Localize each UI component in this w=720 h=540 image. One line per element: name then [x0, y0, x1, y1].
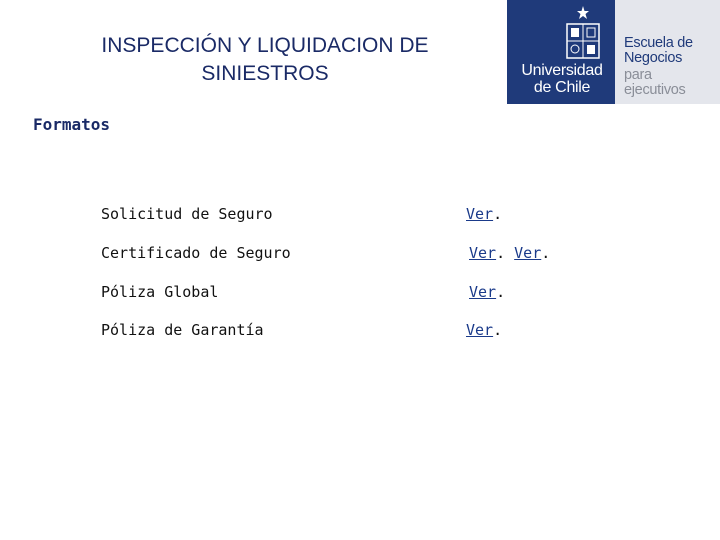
logo-school-line-1: Escuela de: [624, 35, 693, 51]
row-label-solicitud: Solicitud de Seguro: [101, 205, 273, 223]
logo-tagline-line-2: ejecutivos: [624, 82, 686, 98]
logo-tagline: [624, 68, 685, 98]
row-links-solicitud: Ver.: [466, 205, 503, 223]
logo-school-line-2: Negocios: [624, 50, 683, 66]
logo-university-line-2: de Chile: [533, 79, 591, 96]
ver-link-poliza-garantia[interactable]: Ver: [466, 321, 494, 339]
ver-link-certificado-1[interactable]: Ver: [469, 244, 497, 262]
row-label-poliza-garantia: Póliza de Garantía: [101, 321, 264, 339]
university-logo: [507, 0, 720, 104]
university-crest-icon: [561, 6, 605, 60]
page-title: [60, 32, 470, 88]
logo-tagline-line-1: para: [624, 67, 652, 83]
row-links-poliza-garantia: Ver.: [466, 321, 503, 339]
ver-link-certificado-2[interactable]: Ver: [514, 244, 542, 262]
ver-link-poliza-global[interactable]: Ver: [469, 283, 497, 301]
page-title-line-1: INSPECCIÓN Y LIQUIDACION DE: [101, 34, 429, 57]
row-links-poliza-global: Ver.: [469, 283, 506, 301]
row-label-poliza-global: Póliza Global: [101, 283, 219, 301]
ver-link-solicitud[interactable]: Ver: [466, 205, 494, 223]
logo-blue-panel: [507, 0, 615, 104]
row-links-certificado: Ver. Ver.: [469, 244, 551, 262]
logo-grey-panel: [615, 0, 720, 104]
page-title-line-2: SINIESTROS: [201, 62, 329, 85]
logo-university-line-1: Universidad: [521, 62, 603, 79]
row-label-certificado: Certificado de Seguro: [101, 244, 291, 262]
logo-university-name: [513, 62, 611, 96]
logo-school-name: [624, 36, 693, 66]
section-heading: Formatos: [33, 115, 111, 134]
